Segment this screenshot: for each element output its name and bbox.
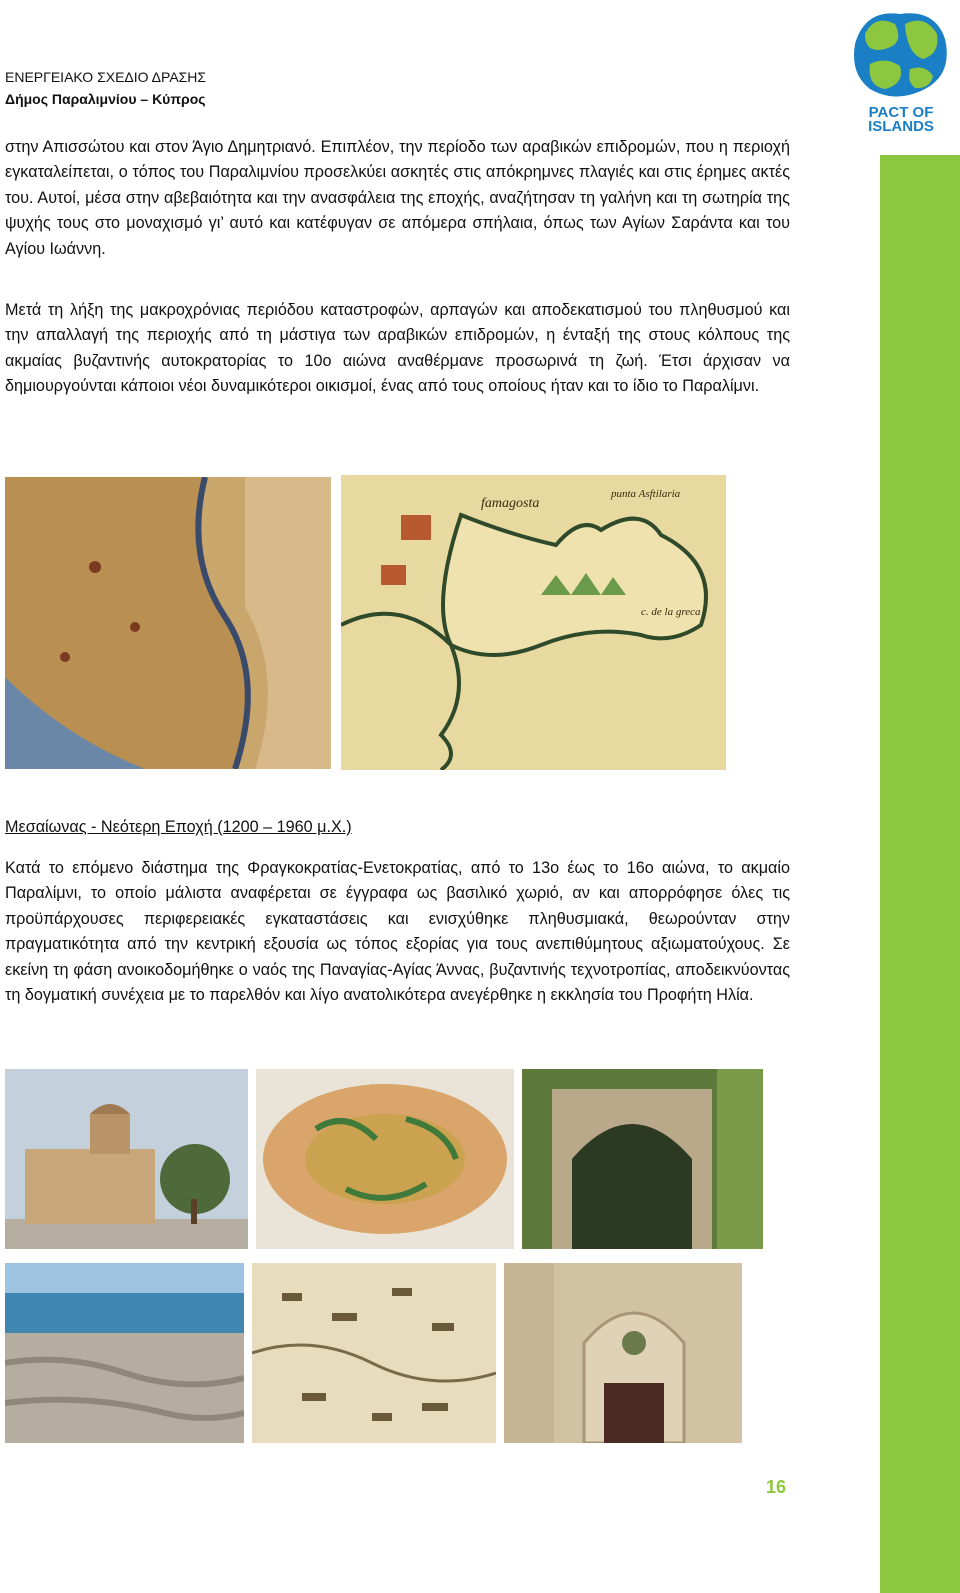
side-accent-bar (880, 155, 960, 1593)
gothic-doorway-photo (504, 1263, 742, 1443)
paragraph-3: Κατά το επόμενο διάστημα της Φραγκοκρατίας-Ενετοκρατίας, από το 13ο έως το 16ο αιώνα, το ακμαίο Παραλίμνι, το οποίο μάλιστα αναφέρεται σε έγγραφα ως βασιλικό χωριό, αν και απορρόφησε όλες τις προϋπάρχουσες περιφερειακές εγκαταστάσεις και ενισχύθηκε πληθυσμιακά, θεωρούνταν στην πραγματικότητα από την κεντρική εξουσία ως τόπος εξορίας για τους ανεπιθύμητους αξιωματούχους. Σε εκείνη τη φάση ανοικοδομήθηκε ο ναός της Παναγίας-Αγίας Άννας, βυζαντινής τεχνοτροπίας, αποδεικνύοντας τη δογματική συνέχεια με το παρελθόν και λίγο ανατολικότερα ανεγέρθηκε η εκκλησία του Προφήτη Ηλία. (5, 859, 790, 1005)
document-header (5, 66, 206, 110)
section-heading: Μεσαίωνας - Νεότερη Εποχή (1200 – 1960 μ.Χ.) (5, 818, 352, 836)
map-label-greca: c. de la greca (641, 606, 701, 618)
map-label-punta: punta Asftilaria (611, 488, 681, 500)
paragraph-2: Μετά τη λήξη της μακροχρόνιας περιόδου καταστροφών, αρπαγών και αποδεκατισμού του πληθυσμού και την απαλλαγή της περιοχής από τη μάστιγα των αραβικών επιδρομών, η ένταξή της στους κόλπους της ακμαίας βυζαντινής αυτοκρατορίας το 10ο αιώνα αναθέρμανε προσωρινά τη ζωή. Έτσι άρχισαν να δημιουργούνται κάποιοι νέοι δυναμικότεροι οικισμοί, ένας από τους οποίους ήταν και το ίδιο το Παραλίμνι. (5, 301, 790, 396)
coastline-photo (5, 1263, 244, 1443)
historical-map-photo (252, 1263, 496, 1443)
logo-text: PACT OF ISLANDS (868, 104, 934, 135)
page-number: 16 (766, 1477, 787, 1497)
header-title: ΕΝΕΡΓΕΙΑΚΟ ΣΧΕΔΙΟ ΔΡΑΣΗΣ (5, 69, 207, 85)
old-map-image-1 (5, 477, 331, 769)
stone-arch-photo (522, 1069, 763, 1249)
header-subtitle: Δήμος Παραλιμνίου – Κύπρος (5, 91, 206, 107)
church-photo (5, 1069, 248, 1249)
ceramic-bowl-photo (256, 1069, 514, 1249)
old-map-image-2 (341, 475, 726, 770)
map-label-famagosta: famagosta (481, 496, 540, 511)
paragraph-1: στην Απισσώτου και στον Άγιο Δημητριανό. Επιπλέον, την περίοδο των αραβικών επιδρομών, που η περιοχή εγκαταλείπεται, ο τόπος του Παραλιμνίου προσελκύει ασκητές στις απόκρημνες πλαγιές και στις έρημες ακτές του. Αυτοί, μέσα στην αβεβαιότητα και την ανασφάλεια της εποχής, αναζήτησαν τη γαλήνη και τη σωτηρία της ψυχής τους στο μοναχισμό γι’ αυτό και κατέφυγαν σε απόμερα σπήλαια, όπως των Αγίων Σαράντα και του Αγίου Ιωάννη. (5, 138, 790, 258)
